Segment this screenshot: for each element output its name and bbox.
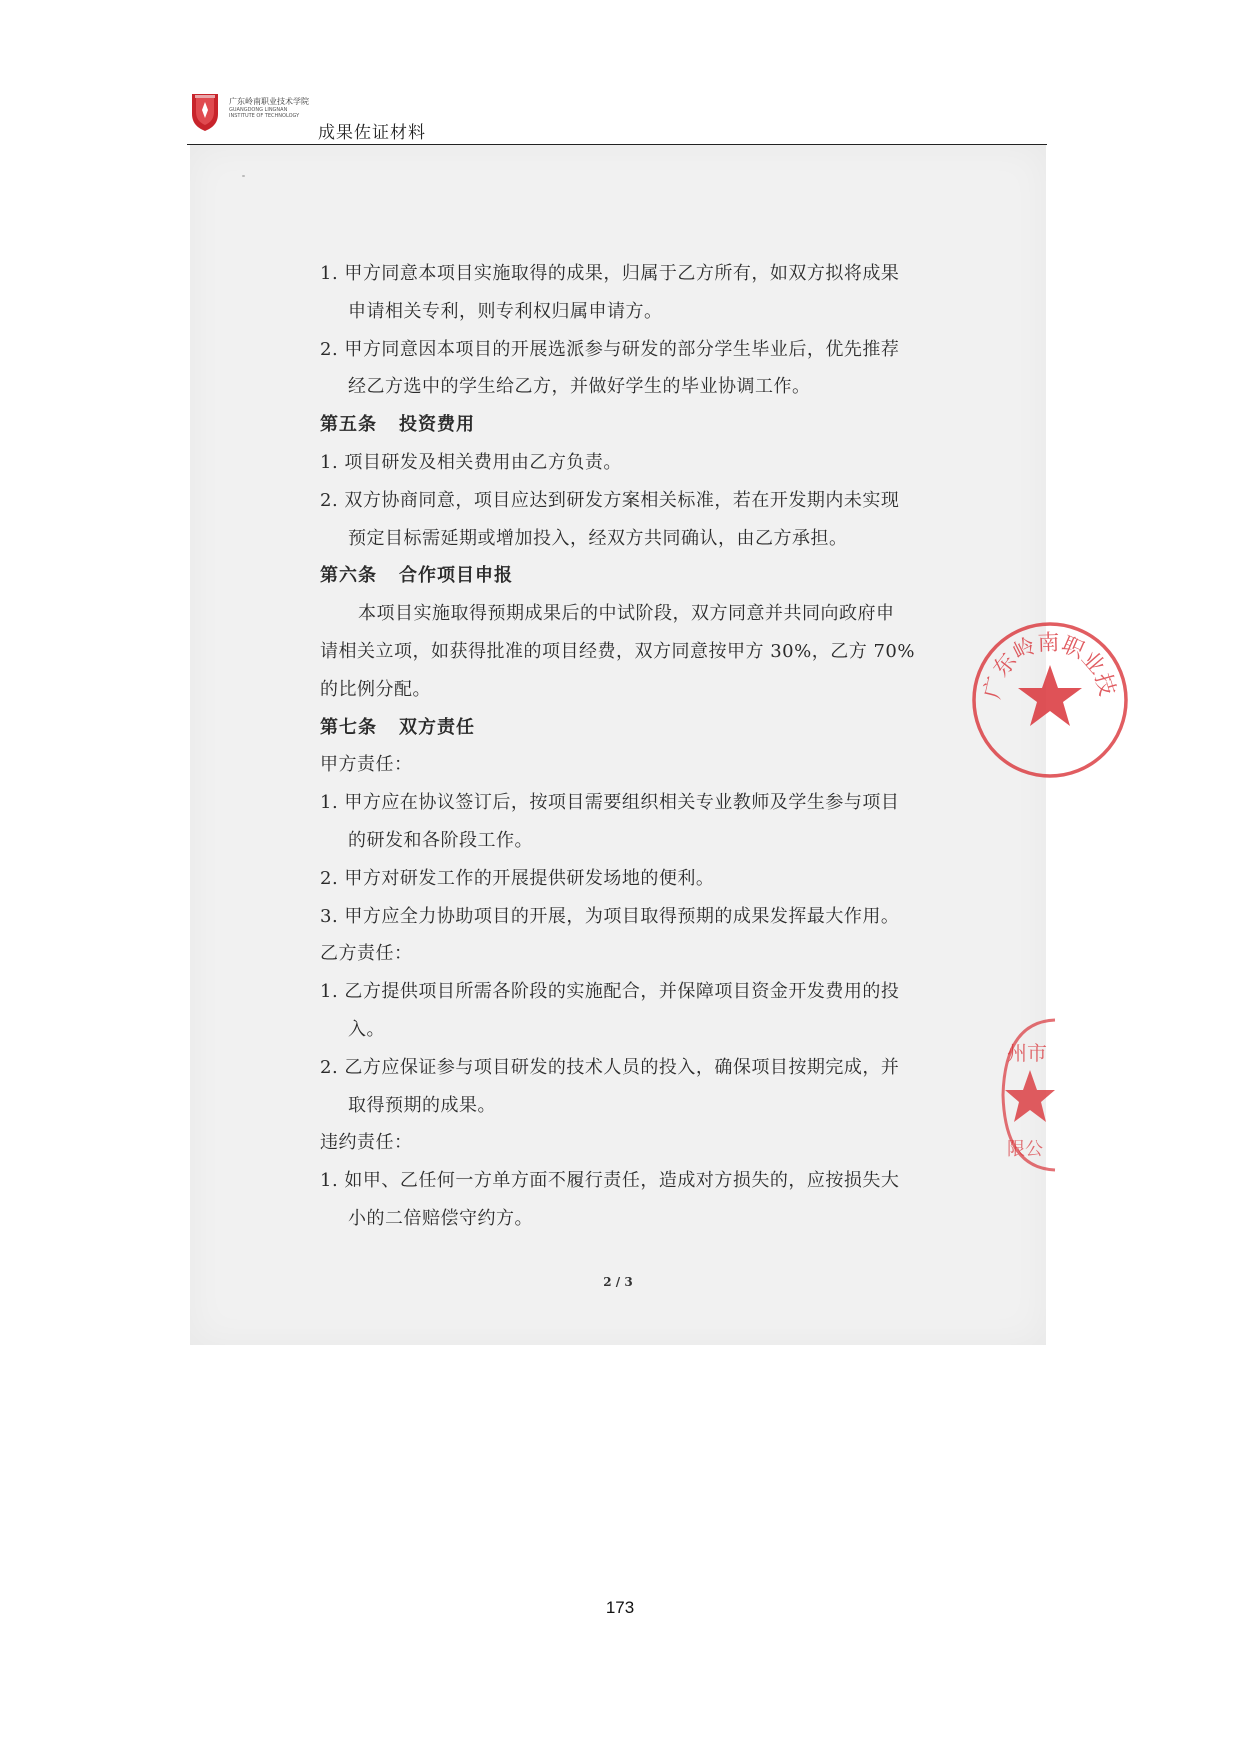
- seal-2-icon: [995, 1010, 1055, 1180]
- section-heading: [320, 557, 960, 595]
- seal-1-text: 广东岭南职业技: [980, 630, 1120, 702]
- school-logo-icon: [190, 92, 220, 132]
- list-item-continuation: 申请相关专利，则专利权归属申请方。: [348, 300, 663, 322]
- list-item: 1. 甲方应在协议签订后，按项目需要组织相关专业教师及学生参与项目: [320, 792, 900, 814]
- section-heading: [320, 709, 960, 747]
- scan-speck: [242, 175, 245, 177]
- list-item: 1. 甲方同意本项目实施取得的成果，归属于乙方所有，如双方拟将成果: [320, 263, 900, 284]
- official-seal-2: [995, 1010, 1055, 1180]
- list-item: 2. 乙方应保证参与项目研发的技术人员的投入，确保项目按期完成，并: [320, 1056, 900, 1078]
- list-item-continuation: 的研发和各阶段工作。: [348, 829, 533, 851]
- paragraph-line: 本项目实施取得预期成果后的中试阶段，双方同意并共同向政府申: [358, 603, 895, 625]
- paragraph-line: 违约责任：: [320, 1132, 413, 1154]
- section-number: 第六条: [320, 565, 377, 587]
- paragraph-line: 请相关立项，如获得批准的项目经费，双方同意按甲方 30%，乙方 70%: [320, 640, 915, 662]
- section-title: 投资费用: [399, 414, 475, 436]
- list-item: 2. 甲方同意因本项目的开展选派参与研发的部分学生毕业后，优先推荐: [320, 338, 900, 360]
- section-number: 第五条: [320, 414, 377, 436]
- section-number: 第七条: [320, 716, 377, 738]
- header-title: 成果佐证材料: [318, 123, 426, 143]
- list-item: 3. 甲方应全力协助项目的开展，为项目取得预期的成果发挥最大作用。: [320, 905, 900, 927]
- section-title: 合作项目申报: [399, 565, 513, 587]
- list-item: 2. 甲方对研发工作的开展提供研发场地的便利。: [320, 867, 715, 889]
- scan-page-mark: 2 / 3: [603, 1275, 633, 1289]
- list-item: 1. 如甲、乙任何一方单方面不履行责任，造成对方损失的，应按损失大: [320, 1170, 900, 1192]
- section-title: 双方责任: [399, 716, 475, 738]
- document-body: [320, 255, 960, 1238]
- school-name-cn: 广东岭南职业技术学院: [229, 97, 309, 106]
- list-item-continuation: 经乙方选中的学生给乙方，并做好学生的毕业协调工作。: [348, 376, 811, 398]
- scanned-page: [190, 145, 1120, 1345]
- page-number: 173: [605, 1598, 635, 1617]
- list-item: 1. 乙方提供项目所需各阶段的实施配合，并保障项目资金开发费用的投: [320, 981, 900, 1003]
- seal-2-bottom-text: 限公: [1007, 1139, 1043, 1160]
- official-seal-1: [960, 610, 1120, 790]
- paragraph-line: 的比例分配。: [320, 678, 431, 700]
- seal-2-top-text: 州市: [1007, 1041, 1047, 1065]
- school-name-en: GUANGDONG LINGNAN INSTITUTE OF TECHNOLOGY: [229, 107, 300, 119]
- list-item-continuation: 入。: [348, 1018, 385, 1040]
- paragraph-line: 甲方责任：: [320, 754, 413, 776]
- paragraph-line: 乙方责任：: [320, 943, 413, 965]
- section-heading: [320, 406, 960, 444]
- seal-1-icon: [960, 610, 1140, 790]
- list-item-continuation: 小的二倍赔偿守约方。: [348, 1207, 533, 1229]
- list-item: 2. 双方协商同意，项目应达到研发方案相关标准，若在开发期内未实现: [320, 489, 900, 511]
- page-header: [187, 88, 1047, 145]
- list-item: 1. 项目研发及相关费用由乙方负责。: [320, 451, 622, 473]
- list-item-continuation: 预定目标需延期或增加投入，经双方共同确认，由乙方承担。: [348, 527, 848, 549]
- list-item-continuation: 取得预期的成果。: [348, 1094, 496, 1116]
